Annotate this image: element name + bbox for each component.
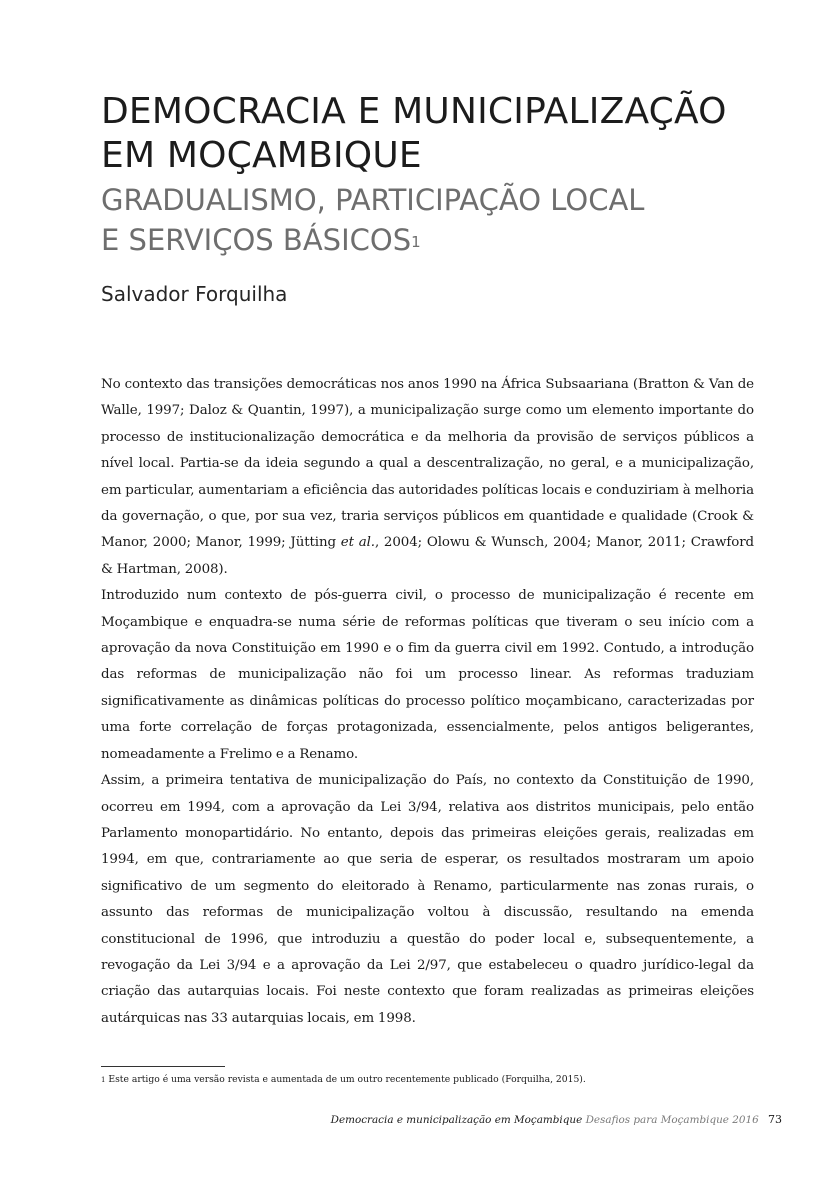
running-footer xyxy=(331,1112,782,1128)
footer-publication-title: Desafios para Moçambique 2016 xyxy=(585,1114,759,1126)
title-line-1: DEMOCRACIA E MUNICIPALIZAÇÃO xyxy=(101,91,727,132)
paragraph-1 xyxy=(101,372,754,583)
paragraph-3: Assim, a primeira tentativa de municipalização do País, no contexto da Constituição de 1990, ocorreu em 1994, com a aprovação da Lei 3/94, relativa aos distritos municipais, pelo então Parlamento monopartidário. No entanto, depois das primeiras eleições gerais, realizadas em 1994, em que, contrariamente ao que seria de esperar, os resultados mostraram um apoio significativo de um segmento do eleitorado à Renamo, particularmente nas zonas rurais, o assunto das reformas de municipalização voltou à discussão, resultando na emenda constitucional de 1996, que introduziu a questão do poder local e, subsequentemente, a revogação da Lei 3/94 e a aprovação da Lei 2/97, que estabeleceu o quadro jurídico-legal da criação das autarquias locais. Foi neste contexto que foram realizadas as primeiras eleições autárquicas nas 33 autarquias locais, em 1998. xyxy=(101,773,754,1026)
article-title xyxy=(101,90,741,178)
subtitle-line-2-wrap xyxy=(101,220,741,260)
footnote-marker: 1 xyxy=(101,1076,106,1084)
footer-article-title: Democracia e municipalização em Moçambique xyxy=(330,1114,583,1126)
title-line-2: EM MOÇAMBIQUE xyxy=(101,135,422,176)
subtitle-footnote-marker: 1 xyxy=(411,233,421,251)
author-name: Salvador Forquilha xyxy=(101,282,288,306)
footnote xyxy=(101,1073,754,1087)
paragraph-1-text-a: No contexto das transições democráticas nos anos 1990 na África Subsaariana (Bratton & Van de Walle, 1997; Daloz & Quantin, 1997), a municipalização surge como um elemento importante do processo de institucionalização democrática e da melhoria da provisão de serviços públicos a nível local. Partia-se da ideia segundo a qual a descentralização, no geral, e a municipalização, em particular, aumentariam a eficiência das autoridades políticas locais e conduziriam à melhoria da governação, o que, por sua vez, traria serviços públicos em quantidade e qualidade (Crook & Manor, 2000; Manor, 1999; Jütting xyxy=(101,377,754,551)
article-body xyxy=(101,372,754,1032)
footnote-rule xyxy=(101,1066,225,1067)
subtitle-line-2: E SERVIÇOS BÁSICOS xyxy=(101,223,412,257)
paragraph-1-text-b: , 2004; Olowu & Wunsch, 2004; Manor, 2011; Crawford & Hartman, 2008). xyxy=(101,535,754,577)
article-subtitle xyxy=(101,180,741,260)
footnote-text: Este artigo é uma versão revista e aumentada de um outro recentemente publicado (Forquilha, 2015). xyxy=(105,1074,586,1085)
page-number: 73 xyxy=(768,1113,782,1126)
paragraph-2: Introduzido num contexto de pós-guerra civil, o processo de municipalização é recente em Moçambique e enquadra-se numa série de reformas políticas que tiveram o seu início com a aprovação da nova Constituição em 1990 e o fim da guerra civil em 1992. Contudo, a introdução das reformas de municipalização não foi um processo linear. As reformas traduziam significativamente as dinâmicas políticas do processo político moçambicano, caracterizadas por uma forte correlação de forças protagonizada, essencialmente, pelos antigos beligerantes, nomeadamente a Frelimo e a Renamo. xyxy=(101,588,754,762)
subtitle-line-1: GRADUALISMO, PARTICIPAÇÃO LOCAL xyxy=(101,183,645,217)
paragraph-1-italic: et al. xyxy=(340,535,375,551)
